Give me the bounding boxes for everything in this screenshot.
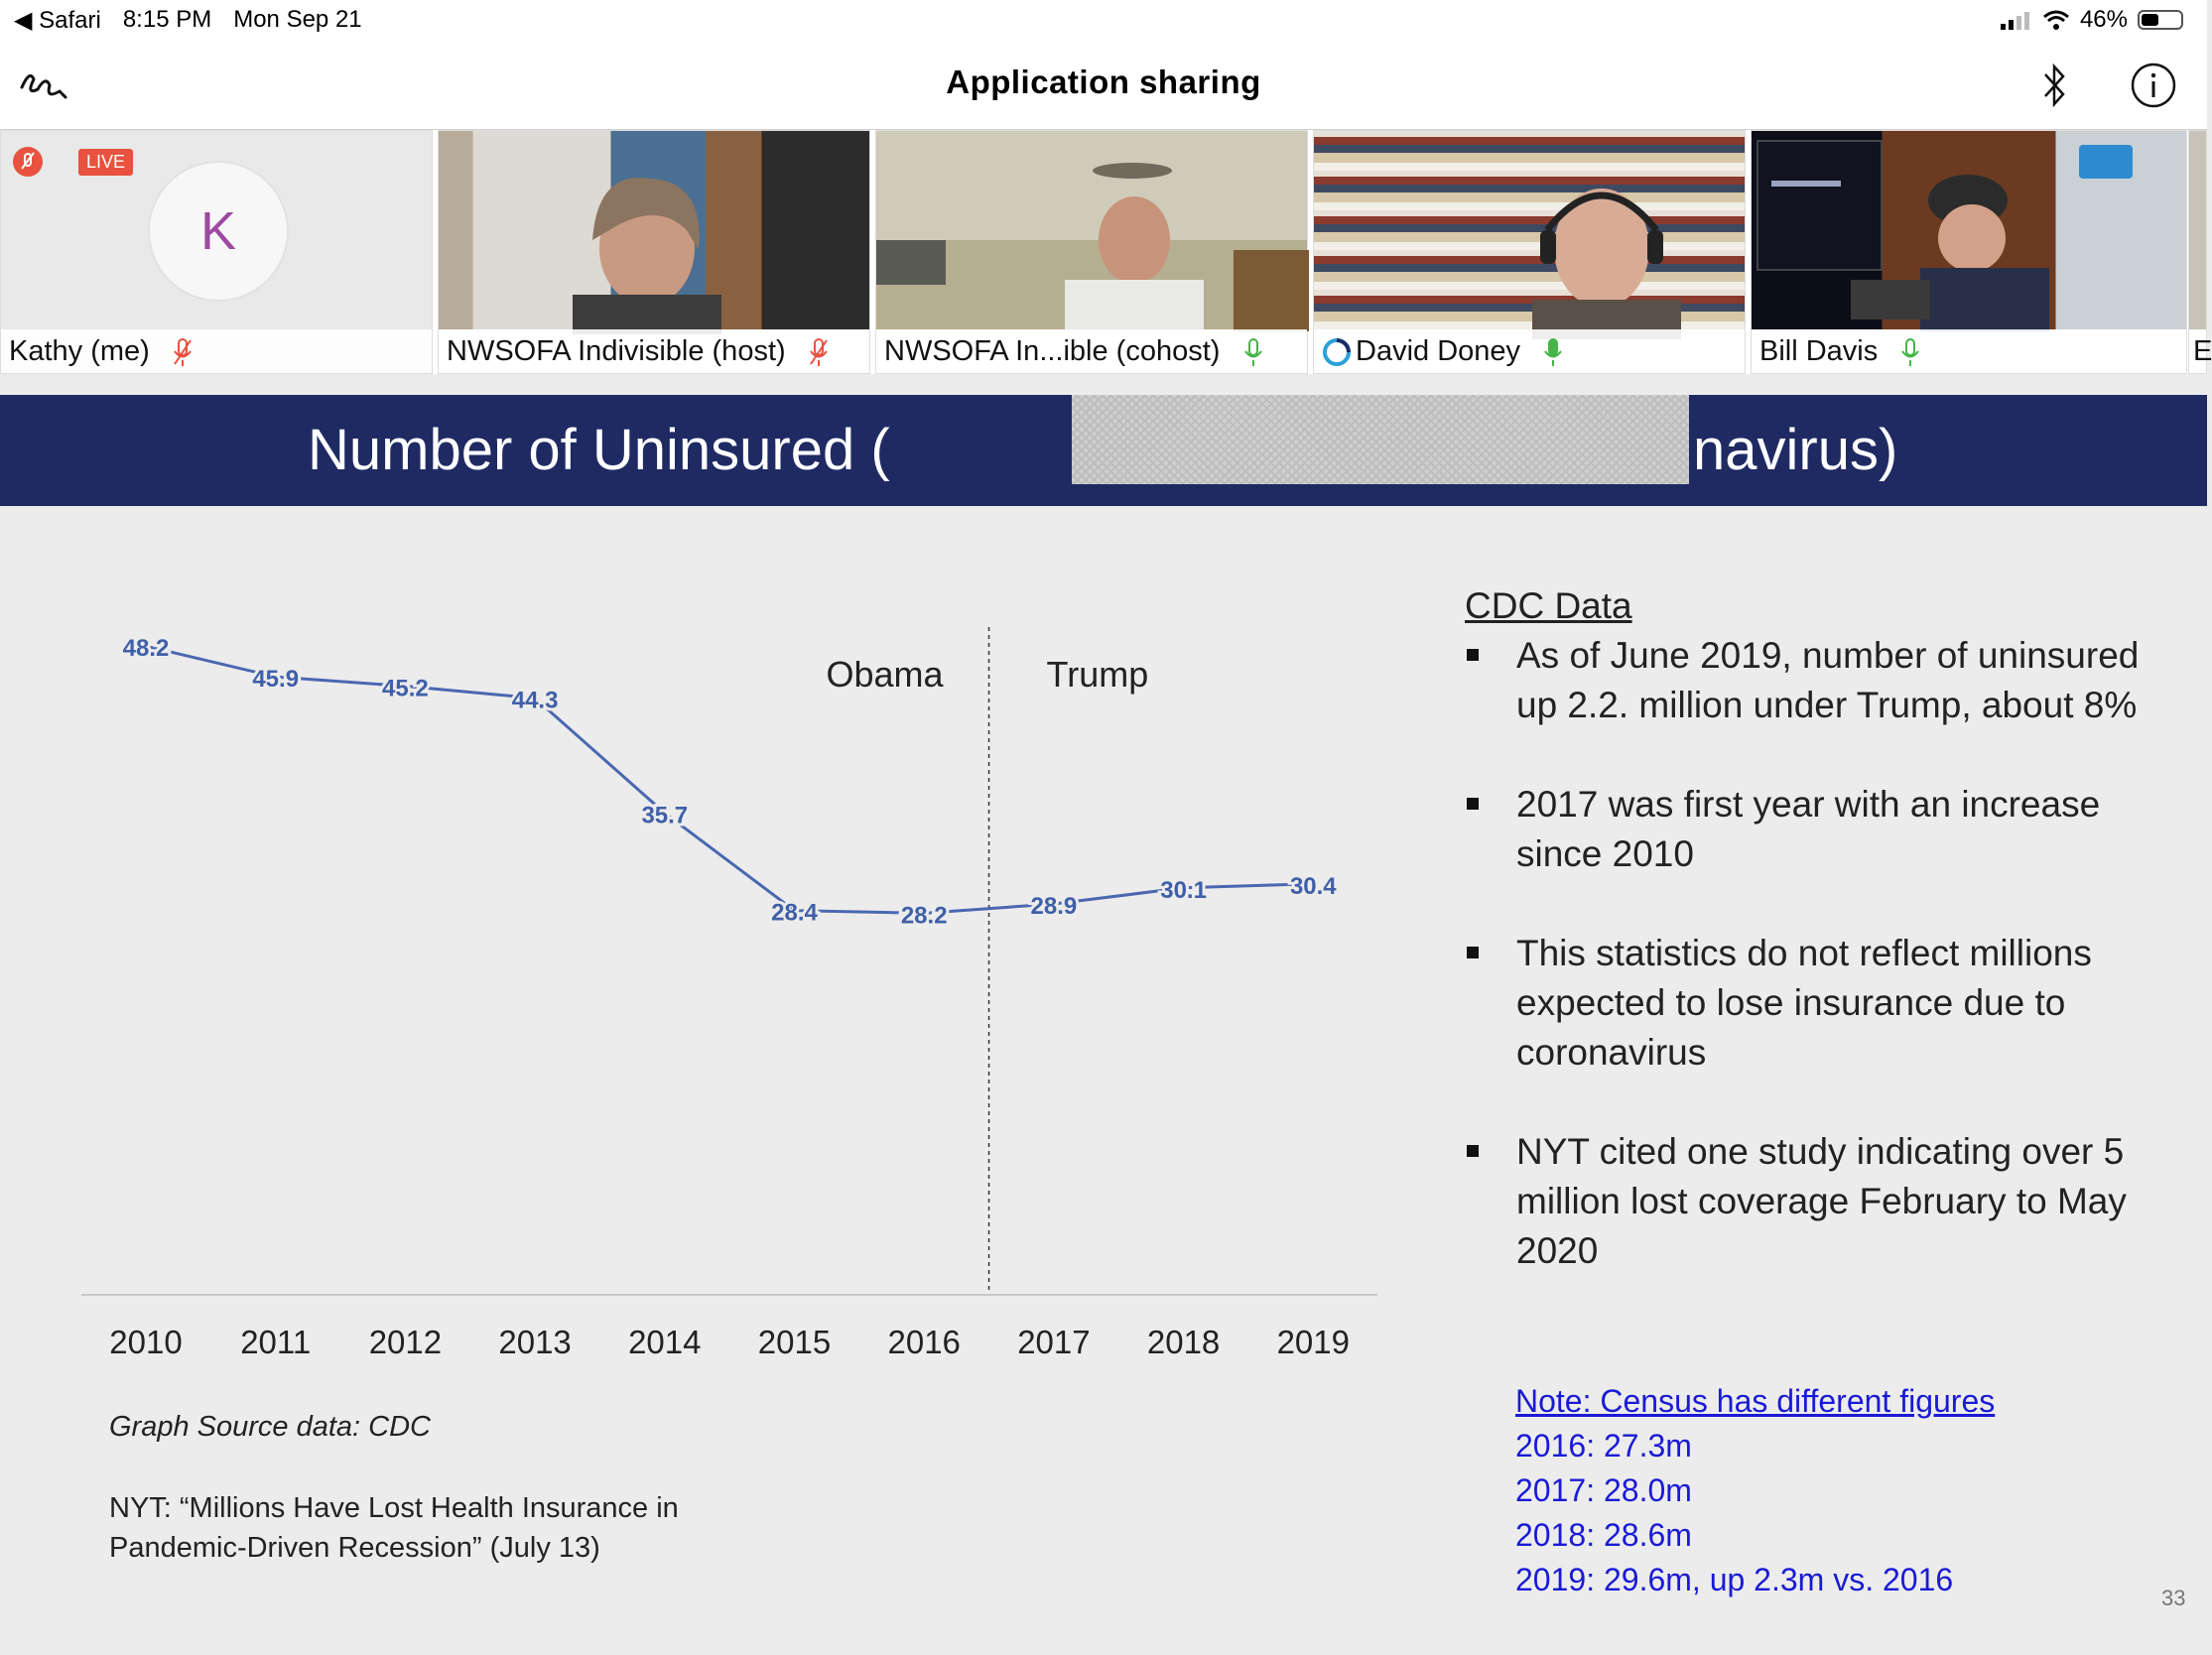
- census-line: 2019: 29.6m, up 2.3m vs. 2016: [1515, 1562, 1954, 1597]
- participant-name: E: [2189, 329, 2206, 373]
- census-line: 2016: 27.3m: [1515, 1428, 1692, 1464]
- participant-name: NWSOFA In...ible (cohost): [876, 329, 1307, 373]
- live-badge: LIVE: [78, 149, 133, 176]
- data-label: 35.7: [641, 802, 689, 829]
- participant-name: Kathy (me): [1, 329, 432, 373]
- video-feed: [876, 131, 1307, 329]
- participant-tile-partial[interactable]: [2188, 130, 2212, 374]
- cohost-person-illustration: [876, 131, 1309, 331]
- x-tick-label: 2017: [1017, 1324, 1091, 1360]
- participant-tile-cohost[interactable]: [875, 130, 1308, 374]
- participant-tile-me[interactable]: [0, 130, 433, 374]
- video-feed: [439, 131, 869, 329]
- wifi-icon: [2042, 9, 2070, 31]
- status-time: 8:15 PM: [122, 6, 212, 33]
- slide-page-number: 33: [2161, 1586, 2186, 1610]
- x-tick-label: 2011: [240, 1324, 312, 1360]
- avatar: K: [148, 161, 289, 302]
- participant-tile-bill[interactable]: [1751, 130, 2187, 374]
- data-label: 45.9: [252, 666, 300, 694]
- video-feed: [1314, 131, 1745, 329]
- mic-icon: [1542, 336, 1564, 368]
- data-label: 45.2: [382, 675, 429, 702]
- status-bar: [0, 0, 2207, 40]
- data-label: 44.3: [511, 687, 559, 714]
- notes-panel: [1465, 585, 2159, 1326]
- redacted-region: [1072, 395, 1689, 484]
- x-tick-label: 2018: [1146, 1324, 1221, 1360]
- host-person-illustration: [439, 131, 871, 331]
- connecting-spinner-icon: [1322, 337, 1352, 367]
- x-tick-label: 2019: [1276, 1324, 1351, 1360]
- mic-icon: [1242, 336, 1264, 368]
- video-feed: [1752, 131, 2186, 329]
- bullet-item: As of June 2019, number of uninsured up 2.2. million under Trump, about 8%: [1465, 631, 2159, 730]
- slide-title-right: navirus): [1693, 418, 1898, 482]
- slide-title-banner: [0, 395, 2207, 506]
- annotation-obama: Obama: [826, 654, 944, 695]
- participant-name: Bill Davis: [1752, 329, 2186, 373]
- x-tick-label: 2010: [109, 1324, 183, 1360]
- x-tick-label: 2013: [498, 1324, 572, 1360]
- nyt-source: NYT: “Millions Have Lost Health Insurance in Pandemic-Driven Recession” (July 13): [109, 1492, 679, 1564]
- participant-name: David Doney: [1314, 329, 1745, 373]
- bullet-item: 2017 was first year with an increase since 2010: [1465, 780, 2159, 879]
- participant-tile-david[interactable]: [1313, 130, 1746, 374]
- slide-title-left: Number of Uninsured (: [308, 418, 890, 482]
- video-feed: [2189, 131, 2206, 329]
- annotation-trump: Trump: [1046, 654, 1149, 695]
- participant-tile-host[interactable]: [438, 130, 870, 374]
- mic-muted-icon: [172, 336, 194, 368]
- bullet-item: This statistics do not reflect millions expected to lose insurance due to coronavirus: [1465, 929, 2159, 1078]
- graph-source: Graph Source data: CDC: [109, 1411, 431, 1443]
- notes-header: CDC Data: [1465, 585, 1632, 626]
- x-tick-label: 2012: [368, 1324, 443, 1360]
- participant-name: NWSOFA Indivisible (host): [439, 329, 869, 373]
- census-note-link[interactable]: Note: Census has different figures: [1515, 1383, 1996, 1419]
- data-label: 30.1: [1160, 876, 1207, 904]
- x-tick-label: 2014: [628, 1324, 702, 1360]
- battery-percent: 46%: [2079, 6, 2128, 33]
- participant-strip: [0, 130, 2212, 374]
- notes-bullets: [1465, 631, 2159, 1276]
- bullet-item: NYT cited one study indicating over 5 million lost coverage February to May 2020: [1465, 1127, 2159, 1276]
- muted-badge-icon: [13, 147, 43, 177]
- mic-icon: [1899, 336, 1921, 368]
- census-line: 2018: 28.6m: [1515, 1517, 1692, 1553]
- info-icon[interactable]: [2126, 58, 2181, 113]
- back-to-app-link[interactable]: ◀ Safari: [14, 7, 101, 34]
- census-line: 2017: 28.0m: [1515, 1472, 1692, 1508]
- bluetooth-icon[interactable]: [2026, 58, 2082, 113]
- cellular-signal-icon: [2001, 10, 2032, 30]
- mic-muted-icon: [808, 336, 830, 368]
- x-tick-label: 2015: [757, 1324, 832, 1360]
- data-label: 30.4: [1289, 872, 1337, 900]
- data-label: 28.9: [1030, 892, 1078, 920]
- data-label: 48.2: [122, 635, 170, 663]
- x-tick-label: 2016: [887, 1324, 961, 1360]
- page-title: Application sharing: [946, 64, 1261, 100]
- battery-icon: [2138, 10, 2183, 30]
- meeting-header: [0, 40, 2207, 130]
- uninsured-line-chart: [0, 556, 1389, 1369]
- data-label: 28.4: [771, 899, 818, 927]
- data-label: 28.2: [900, 902, 948, 930]
- david-person-illustration: [1314, 131, 1747, 331]
- census-note: [1515, 1379, 1995, 1602]
- status-date: Mon Sep 21: [233, 6, 362, 33]
- bill-person-illustration: [1752, 131, 2188, 331]
